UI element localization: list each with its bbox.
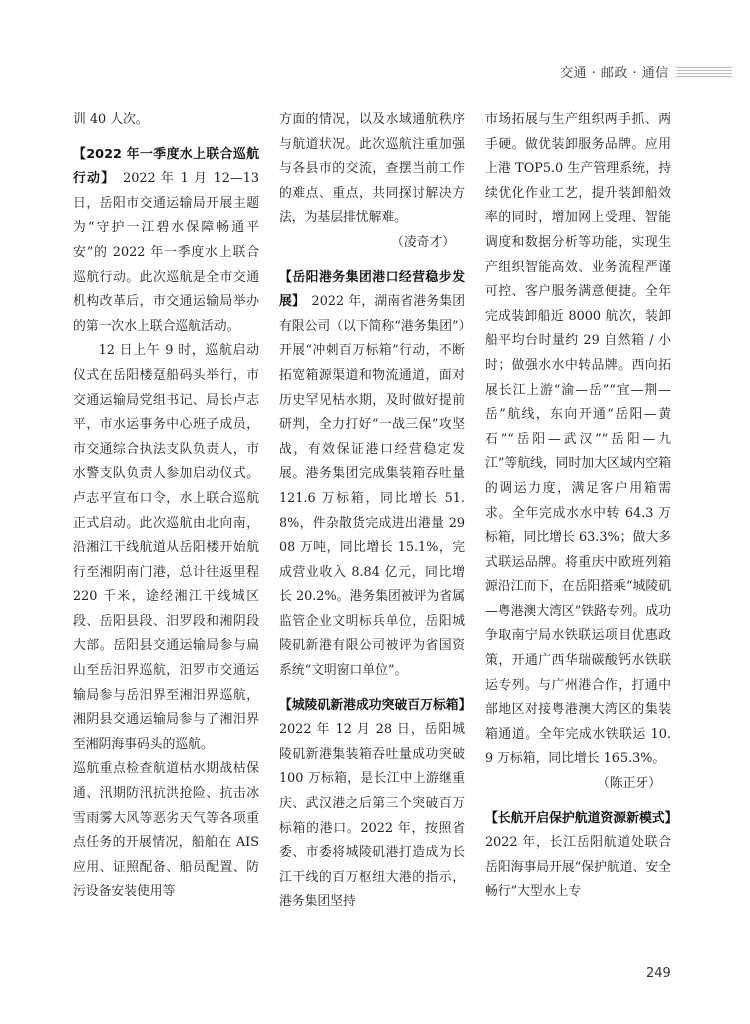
article-title: 【城陵矶新港成功突破百万标箱】 — [279, 697, 465, 713]
article-text: 2022 年，湖南省港务集团有限公司（以下简称“港务集团”）开展“冲刺百万标箱”行动，不断拓宽箱源渠道和物流通道，面对历史罕见枯水期，及时做好提前研判，全力打好“一战三保”攻坚战，有效保证港口经营稳定发展。港务集团完成集装箱吞吐量 121.6 万标箱，同比增长 51.8%，件杂散货完成进出港量 2908 万吨，同比增长 15.1%，完成营业收入 8.84 亿元，同比增长 20.2%。港务集团被评为省属监管企业文明标兵单位，岳阳城陵矶新港有限公司被评为省国资系统“文明窗口单位”。 — [279, 294, 465, 679]
article-paragraph — [73, 143, 259, 340]
article-text: 2022 年 1 月 12—13 日，岳阳市交通运输局开展主题为“守护一江碧水保障畅通平安”的 2022 年一季度水上联合巡航行动。此次巡航是全市交通机构改革后，市交通运输局举办的第一次水上联合巡航活动。 — [73, 171, 259, 334]
section-title: 交通 · 邮政 · 通信 — [560, 66, 669, 81]
author-credit: （陈正牙） — [597, 776, 661, 792]
article-paragraph — [279, 266, 465, 684]
page-number: 249 — [646, 966, 671, 981]
article-paragraph — [279, 694, 465, 915]
paragraph: 训 40 人次。 — [73, 112, 149, 127]
article-paragraph — [485, 807, 671, 905]
article-title: 【2022 年一季度水上联合巡航行动】 — [73, 146, 259, 187]
paragraph: 市场拓展与生产组织两手抓、两手硬。做优装卸服务品牌。应用上港 TOP5.0 生产管理系统，持续优化作业工艺，提升装卸船效率的同时，增加网上受理、智能调度和数据分析等功能，实现生产组织智能高效、业务流程严谨可控、客户服务满意便捷。全年完成装卸船近 8000 航次，装卸船平均台时量约 29 自然箱 / 小时；做强水水中转品牌。西向拓展长江上游“渝—岳”“宜—荆—岳”航线，东向开通“岳阳—黄石”“岳阳—武汉”“岳阳—九江”等航线，同时加大区域内空箱的调运力度，满足客户用箱需求。全年完成水水中转 64.3 万标箱，同比增长 63.3%；做大多式联运品牌。将重庆中欧班列箱源沿江而下，在岳阳搭乘“城陵矶—粤港澳大湾区”铁路专列。成功争取南宁局水铁联运项目优惠政策，开通广西华瑞碳酸钙水铁联运专列。与广州港合作，打通中部地区对接粤港澳大湾区的集装箱通道。全年完成水铁联运 10.9 万标箱，同比增长 165.3%。 — [485, 112, 671, 767]
paragraph: 12 日上午 9 时，巡航启动仪式在岳阳楼趸船码头举行，市交通运输局党组书记、局长卢志平，市水运事务中心班子成员，市交通综合执法支队负责人，市水警支队负责人参加启动仪式。卢志平宣布口令，水上联合巡航正式启动。此次巡航由北向南，沿湘江干线航道从岳阳楼开始航行至湘阴南门港，总计往返里程 220 千米，途经湘江干线城区段、岳阳县段、汨罗段和湘阴段大部。岳阳县交通运输局参与扁山至岳汨界巡航，汨罗市交通运输局参与岳汨界至湘汨界巡航，湘阴县交通运输局参与了湘汨界至湘阴海事码头的巡航。 — [73, 343, 259, 752]
article-text: 2022 年，长江岳阳航道处联合岳阳海事局开展“保护航道、安全畅行”大型水上专 — [485, 835, 671, 900]
header-decoration — [676, 67, 732, 79]
paragraph: 巡航重点检查航道枯水期战枯保通、汛期防汛抗洪抢险、抗击冰雪雨雾大风等恶劣天气等各项重点任务的开展情况，船舶在 AIS 应用、证照配备、船员配置、防污设备安装使用等 — [73, 761, 259, 900]
column-2 — [279, 108, 465, 915]
column-1 — [73, 108, 259, 905]
author-credit: （凌奇才） — [391, 234, 455, 250]
paragraph: 方面的情况，以及水域通航秩序与航道状况。此次巡航注重加强与各县市的交流，查摆当前工作的难点、重点，共同探讨解决方法，为基层排忧解难。 — [279, 112, 465, 226]
column-3 — [485, 108, 671, 905]
running-header — [560, 62, 730, 82]
article-text: 2022 年 12 月 28 日，岳阳城陵矶新港集装箱吞吐量成功突破 100 万标箱，是长江中上游继重庆、武汉港之后第三个突破百万标箱的港口。2022 年，按照省委、市委将城陵矶港打造成为长江干线的百万枢纽大港的指示，港务集团坚持 — [279, 722, 465, 910]
article-title: 【长航开启保护航道资源新模式】 — [485, 810, 671, 826]
article-title: 【岳阳港务集团港口经营稳步发展】 — [279, 269, 465, 310]
